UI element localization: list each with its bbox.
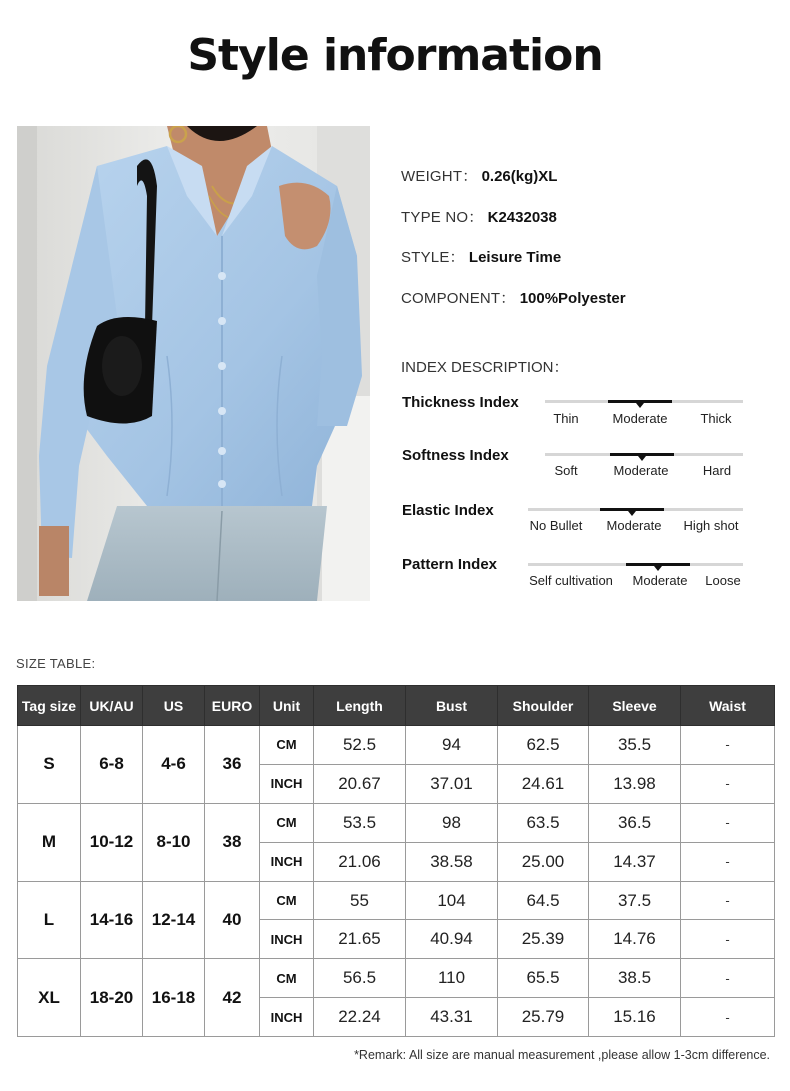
shoulder-cell: 62.5 <box>498 726 589 765</box>
tag-size-cell: XL <box>18 959 81 1037</box>
remark-note: *Remark: All size are manual measurement ,please allow 1-3cm difference. <box>354 1048 770 1062</box>
index-name: Softness Index <box>402 447 509 464</box>
sleeve-cell: 14.76 <box>589 920 681 959</box>
index-description-heading: INDEX DESCRIPTION： <box>401 359 569 376</box>
sleeve-cell: 14.37 <box>589 842 681 881</box>
waist-cell: - <box>681 764 775 803</box>
length-cell: 22.24 <box>314 998 406 1037</box>
us-cell: 8-10 <box>143 803 205 881</box>
waist-cell: - <box>681 842 775 881</box>
index-label: Moderate <box>612 411 668 426</box>
ukau-cell: 18-20 <box>81 959 143 1037</box>
waist-cell: - <box>681 959 775 998</box>
index-label: Self cultivation <box>529 573 613 588</box>
sleeve-cell: 35.5 <box>589 726 681 765</box>
tag-size-cell: S <box>18 726 81 804</box>
sleeve-cell: 38.5 <box>589 959 681 998</box>
us-cell: 12-14 <box>143 881 205 959</box>
size-table-label: SIZE TABLE: <box>16 656 96 671</box>
waist-cell: - <box>681 881 775 920</box>
waist-cell: - <box>681 726 775 765</box>
bust-cell: 38.58 <box>406 842 498 881</box>
spec-type-no <box>401 206 557 227</box>
column-header: UK/AU <box>81 686 143 726</box>
unit-cell: CM <box>260 959 314 998</box>
spec-label: TYPE NO： <box>401 209 484 226</box>
index-label: Moderate <box>632 573 688 588</box>
column-header: Unit <box>260 686 314 726</box>
waist-cell: - <box>681 920 775 959</box>
unit-cell: INCH <box>260 920 314 959</box>
shoulder-cell: 25.39 <box>498 920 589 959</box>
spec-value: 100%Polyester <box>519 290 626 307</box>
sleeve-cell: 36.5 <box>589 803 681 842</box>
euro-cell: 36 <box>205 726 260 804</box>
index-name: Thickness Index <box>402 394 519 411</box>
shoulder-cell: 25.00 <box>498 842 589 881</box>
index-name: Elastic Index <box>402 502 494 519</box>
length-cell: 53.5 <box>314 803 406 842</box>
index-label: Hard <box>702 463 732 478</box>
tag-size-cell: M <box>18 803 81 881</box>
length-cell: 21.65 <box>314 920 406 959</box>
euro-cell: 40 <box>205 881 260 959</box>
index-label: Moderate <box>613 463 669 478</box>
bust-cell: 104 <box>406 881 498 920</box>
length-cell: 21.06 <box>314 842 406 881</box>
spec-value: K2432038 <box>487 209 557 226</box>
index-label: Thin <box>553 411 579 426</box>
euro-cell: 38 <box>205 803 260 881</box>
unit-cell: INCH <box>260 842 314 881</box>
ukau-cell: 6-8 <box>81 726 143 804</box>
spec-label: STYLE： <box>401 249 465 266</box>
index-label: Thick <box>700 411 732 426</box>
index-pointer-icon <box>636 403 644 408</box>
bust-cell: 40.94 <box>406 920 498 959</box>
table-row <box>18 726 775 765</box>
waist-cell: - <box>681 998 775 1037</box>
index-label: Soft <box>554 463 578 478</box>
shoulder-cell: 65.5 <box>498 959 589 998</box>
spec-value: 0.26(kg)XL <box>481 168 558 185</box>
spec-weight <box>401 165 557 186</box>
ukau-cell: 14-16 <box>81 881 143 959</box>
unit-cell: INCH <box>260 998 314 1037</box>
unit-cell: CM <box>260 881 314 920</box>
spec-value: Leisure Time <box>468 249 562 266</box>
column-header: Bust <box>406 686 498 726</box>
index-name: Pattern Index <box>402 556 498 573</box>
index-label: High shot <box>683 518 739 533</box>
bust-cell: 37.01 <box>406 764 498 803</box>
column-header: Shoulder <box>498 686 589 726</box>
spec-component <box>401 287 626 308</box>
spec-style <box>401 246 561 267</box>
ukau-cell: 10-12 <box>81 803 143 881</box>
sleeve-cell: 15.16 <box>589 998 681 1037</box>
shoulder-cell: 64.5 <box>498 881 589 920</box>
product-photo <box>17 126 370 601</box>
us-cell: 4-6 <box>143 726 205 804</box>
spec-label: WEIGHT： <box>401 168 478 185</box>
bust-cell: 43.31 <box>406 998 498 1037</box>
tag-size-cell: L <box>18 881 81 959</box>
column-header: Length <box>314 686 406 726</box>
index-pointer-icon <box>628 511 636 516</box>
unit-cell: INCH <box>260 764 314 803</box>
index-pointer-icon <box>654 566 662 571</box>
bust-cell: 110 <box>406 959 498 998</box>
spec-label: COMPONENT： <box>401 290 516 307</box>
index-label: No Bullet <box>529 518 583 533</box>
table-row <box>18 803 775 842</box>
index-label: Moderate <box>606 518 662 533</box>
unit-cell: CM <box>260 803 314 842</box>
unit-cell: CM <box>260 726 314 765</box>
waist-cell: - <box>681 803 775 842</box>
us-cell: 16-18 <box>143 959 205 1037</box>
index-pointer-icon <box>638 456 646 461</box>
size-table <box>17 685 775 1037</box>
column-header: Sleeve <box>589 686 681 726</box>
column-header: Tag size <box>18 686 81 726</box>
bust-cell: 94 <box>406 726 498 765</box>
column-header: US <box>143 686 205 726</box>
sleeve-cell: 37.5 <box>589 881 681 920</box>
euro-cell: 42 <box>205 959 260 1037</box>
bust-cell: 98 <box>406 803 498 842</box>
table-row <box>18 881 775 920</box>
length-cell: 20.67 <box>314 764 406 803</box>
column-header: EURO <box>205 686 260 726</box>
sleeve-cell: 13.98 <box>589 764 681 803</box>
page-title: Style information <box>187 30 603 81</box>
table-header-row <box>18 686 775 726</box>
length-cell: 55 <box>314 881 406 920</box>
table-row <box>18 959 775 998</box>
index-label: Loose <box>705 573 741 588</box>
length-cell: 52.5 <box>314 726 406 765</box>
shoulder-cell: 63.5 <box>498 803 589 842</box>
shoulder-cell: 24.61 <box>498 764 589 803</box>
shoulder-cell: 25.79 <box>498 998 589 1037</box>
column-header: Waist <box>681 686 775 726</box>
length-cell: 56.5 <box>314 959 406 998</box>
